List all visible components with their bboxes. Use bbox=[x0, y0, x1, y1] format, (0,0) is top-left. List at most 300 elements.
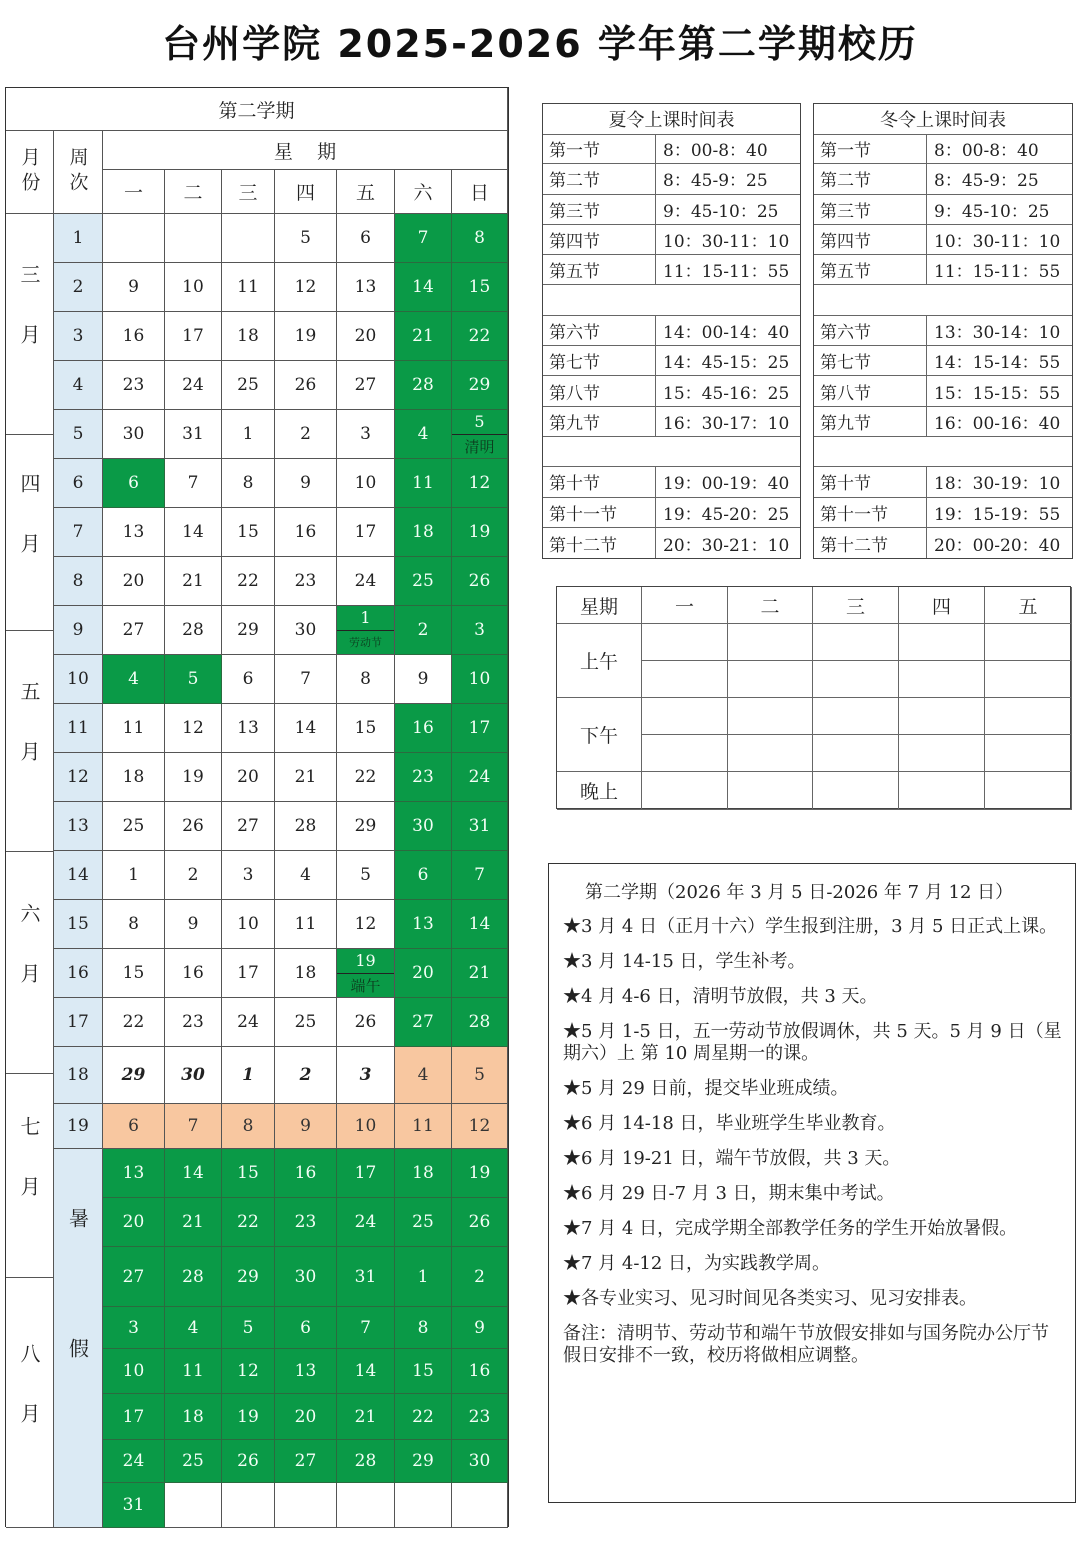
schedule-row bbox=[814, 346, 1072, 376]
day-cell: 31 bbox=[452, 802, 508, 851]
schedule-title: 冬令上课时间表 bbox=[814, 104, 1072, 135]
month-5: 七月 bbox=[6, 1074, 54, 1278]
day-cell: 7 bbox=[275, 655, 337, 704]
day-cell: 27 bbox=[103, 1247, 165, 1307]
day-cell: 12 bbox=[275, 263, 337, 312]
day-cell: 2 bbox=[275, 410, 337, 459]
day-cell: 26 bbox=[165, 802, 222, 851]
weekday-label-4: 四 bbox=[899, 587, 985, 624]
morning-label: 上午 bbox=[557, 624, 642, 698]
day-cell: 12 bbox=[165, 704, 222, 753]
day-cell: 24 bbox=[165, 361, 222, 410]
period-name: 第五节 bbox=[549, 262, 600, 283]
period-time: 14：15-14：55 bbox=[934, 353, 1061, 374]
day-cell: 1 bbox=[222, 1047, 275, 1104]
day-cell: 23 bbox=[103, 361, 165, 410]
schedule-row bbox=[814, 467, 1072, 497]
day-cell: 5 bbox=[222, 1307, 275, 1349]
semester-header: 第二学期 bbox=[6, 88, 508, 131]
day-cell: 11 bbox=[395, 459, 452, 508]
day-cell bbox=[222, 214, 275, 263]
day-cell: 14 bbox=[337, 1349, 395, 1394]
day-cell: 29 bbox=[222, 1247, 275, 1307]
period-name: 第六节 bbox=[549, 322, 600, 343]
day-cell-holiday bbox=[337, 606, 395, 655]
day-cell: 16 bbox=[275, 508, 337, 557]
day-cell-holiday bbox=[337, 949, 395, 998]
period-name: 第六节 bbox=[820, 322, 871, 343]
day-cell: 18 bbox=[395, 1149, 452, 1198]
period-name: 第七节 bbox=[549, 353, 600, 374]
period-time: 13：30-14：10 bbox=[934, 322, 1061, 343]
day-cell: 24 bbox=[222, 998, 275, 1047]
day-cell: 2 bbox=[275, 1047, 337, 1104]
winter-schedule-table bbox=[813, 103, 1073, 559]
day-cell bbox=[103, 214, 165, 263]
period-name: 第九节 bbox=[549, 413, 600, 434]
day-cell: 26 bbox=[337, 998, 395, 1047]
period-name: 第四节 bbox=[820, 232, 871, 253]
day-cell bbox=[395, 1483, 452, 1528]
period-time: 10：30-11：10 bbox=[934, 232, 1061, 253]
course-slot[interactable] bbox=[985, 735, 1072, 772]
day-cell: 15 bbox=[395, 1349, 452, 1394]
course-slot[interactable] bbox=[985, 624, 1072, 661]
period-name: 第十节 bbox=[549, 474, 600, 495]
day-cell: 5 bbox=[165, 655, 222, 704]
day-cell: 30 bbox=[103, 410, 165, 459]
day-cell: 6 bbox=[103, 1104, 165, 1149]
schedule-row bbox=[543, 528, 800, 558]
period-time: 15：15-15：55 bbox=[934, 383, 1061, 404]
day-cell: 30 bbox=[165, 1047, 222, 1104]
schedule-row bbox=[814, 528, 1072, 558]
day-cell: 22 bbox=[452, 312, 508, 361]
note-item: ★5 月 29 日前，提交毕业班成绩。 bbox=[563, 1078, 849, 1099]
period-name: 第八节 bbox=[549, 383, 600, 404]
course-slot[interactable] bbox=[899, 624, 985, 661]
day-cell: 7 bbox=[452, 851, 508, 900]
week-number: 9 bbox=[54, 606, 103, 655]
period-name: 第九节 bbox=[820, 413, 871, 434]
day-cell: 29 bbox=[452, 361, 508, 410]
day-cell: 19 bbox=[452, 508, 508, 557]
day-cell: 17 bbox=[337, 508, 395, 557]
schedule-row bbox=[814, 437, 1072, 467]
day-cell: 11 bbox=[103, 704, 165, 753]
note-item: ★3 月 14-15 日，学生补考。 bbox=[563, 951, 806, 972]
course-slot[interactable] bbox=[899, 698, 985, 735]
schedule-row bbox=[814, 316, 1072, 346]
day-cell: 4 bbox=[395, 1047, 452, 1104]
day-cell: 21 bbox=[165, 557, 222, 606]
day-cell: 23 bbox=[275, 1198, 337, 1247]
week-number: 17 bbox=[54, 998, 103, 1047]
day-cell: 15 bbox=[103, 949, 165, 998]
day-cell: 11 bbox=[395, 1104, 452, 1149]
day-cell: 20 bbox=[222, 753, 275, 802]
period-name: 第十二节 bbox=[549, 535, 617, 556]
course-slot[interactable] bbox=[642, 735, 728, 772]
course-slot[interactable] bbox=[642, 698, 728, 735]
day-cell bbox=[452, 1483, 508, 1528]
day-cell: 9 bbox=[103, 263, 165, 312]
course-slot[interactable] bbox=[813, 661, 899, 698]
day-cell: 9 bbox=[165, 900, 222, 949]
day-cell: 16 bbox=[275, 1149, 337, 1198]
week-number: 15 bbox=[54, 900, 103, 949]
schedule-row bbox=[543, 164, 800, 194]
weekday-group-header: 星 期 bbox=[103, 131, 508, 170]
course-slot[interactable] bbox=[642, 624, 728, 661]
day-cell: 22 bbox=[103, 998, 165, 1047]
day-cell: 5 bbox=[337, 851, 395, 900]
day-cell: 18 bbox=[395, 508, 452, 557]
day-cell: 27 bbox=[395, 998, 452, 1047]
day-cell: 6 bbox=[395, 851, 452, 900]
day-cell: 17 bbox=[103, 1394, 165, 1440]
day-cell: 4 bbox=[275, 851, 337, 900]
notes-box bbox=[548, 863, 1076, 1503]
day-cell: 30 bbox=[275, 606, 337, 655]
day-cell: 18 bbox=[103, 753, 165, 802]
day-cell: 24 bbox=[337, 1198, 395, 1247]
week-number: 16 bbox=[54, 949, 103, 998]
schedule-row bbox=[543, 134, 800, 164]
course-slot[interactable] bbox=[985, 698, 1072, 735]
period-time: 16：30-17：10 bbox=[663, 413, 790, 434]
weekday-label-1: 一 bbox=[642, 587, 728, 624]
period-name: 第二节 bbox=[549, 171, 600, 192]
weekday-label-header: 星期 bbox=[557, 587, 642, 624]
day-cell: 14 bbox=[452, 900, 508, 949]
weekday-header-4: 四 bbox=[275, 170, 337, 214]
course-slot[interactable] bbox=[813, 772, 899, 810]
day-cell: 3 bbox=[337, 410, 395, 459]
week-number: 11 bbox=[54, 704, 103, 753]
period-time: 8：45-9：25 bbox=[663, 171, 768, 192]
day-cell bbox=[337, 1483, 395, 1528]
day-cell: 10 bbox=[165, 263, 222, 312]
day-cell: 17 bbox=[165, 312, 222, 361]
day-cell: 29 bbox=[395, 1440, 452, 1483]
day-cell: 23 bbox=[165, 998, 222, 1047]
day-cell: 13 bbox=[103, 1149, 165, 1198]
day-cell: 19 bbox=[275, 312, 337, 361]
period-time: 10：30-11：10 bbox=[663, 232, 790, 253]
schedule-row bbox=[814, 286, 1072, 316]
schedule-row bbox=[814, 164, 1072, 194]
day-cell: 31 bbox=[165, 410, 222, 459]
day-cell: 12 bbox=[452, 459, 508, 508]
month-6: 八月 bbox=[6, 1278, 54, 1528]
period-name: 第三节 bbox=[549, 201, 600, 222]
period-time: 11：15-11：55 bbox=[663, 262, 790, 283]
day-cell: 3 bbox=[103, 1307, 165, 1349]
holiday-label: 劳动节 bbox=[337, 631, 394, 655]
page-title: 台州学院 2025-2026 学年第二学期校历 bbox=[162, 22, 918, 66]
weekday-label-5: 五 bbox=[985, 587, 1072, 624]
day-cell: 29 bbox=[222, 606, 275, 655]
month-4: 六月 bbox=[6, 852, 54, 1074]
week-number: 14 bbox=[54, 851, 103, 900]
period-time: 20：30-21：10 bbox=[663, 535, 790, 556]
day-cell: 11 bbox=[222, 263, 275, 312]
day-cell: 22 bbox=[222, 1198, 275, 1247]
day-cell: 28 bbox=[452, 998, 508, 1047]
day-cell: 8 bbox=[452, 214, 508, 263]
day-cell: 12 bbox=[452, 1104, 508, 1149]
day-cell: 13 bbox=[222, 704, 275, 753]
day-cell: 22 bbox=[337, 753, 395, 802]
day-cell: 25 bbox=[395, 1198, 452, 1247]
day-cell: 20 bbox=[337, 312, 395, 361]
day-cell: 16 bbox=[395, 704, 452, 753]
day-cell: 4 bbox=[165, 1307, 222, 1349]
schedule-row bbox=[814, 195, 1072, 225]
course-slot[interactable] bbox=[899, 772, 985, 810]
day-cell: 17 bbox=[452, 704, 508, 753]
notes-list bbox=[563, 916, 1065, 1367]
weekday-label-3: 三 bbox=[813, 587, 899, 624]
day-cell: 10 bbox=[103, 1349, 165, 1394]
period-time: 14：00-14：40 bbox=[663, 322, 790, 343]
day-cell: 10 bbox=[222, 900, 275, 949]
month-2: 四月 bbox=[6, 435, 54, 631]
day-number: 1 bbox=[337, 606, 394, 631]
week-number: 12 bbox=[54, 753, 103, 802]
period-time: 8：45-9：25 bbox=[934, 171, 1039, 192]
course-slot[interactable] bbox=[642, 772, 728, 810]
weekday-header-7: 日 bbox=[452, 170, 508, 214]
day-cell: 15 bbox=[222, 508, 275, 557]
day-cell: 10 bbox=[337, 459, 395, 508]
day-cell: 12 bbox=[337, 900, 395, 949]
schedule-row bbox=[543, 346, 800, 376]
course-slot[interactable] bbox=[899, 735, 985, 772]
day-cell: 23 bbox=[452, 1394, 508, 1440]
period-time: 9：45-10：25 bbox=[663, 201, 779, 222]
day-cell: 28 bbox=[395, 361, 452, 410]
day-cell: 27 bbox=[275, 1440, 337, 1483]
day-cell: 17 bbox=[337, 1149, 395, 1198]
day-cell: 20 bbox=[395, 949, 452, 998]
semester-calendar bbox=[5, 87, 509, 1527]
note-remark: 备注：清明节、劳动节和端午节放假安排如与国务院办公厅节假日安排不一致，校历将做相应调整。 bbox=[563, 1323, 1049, 1366]
day-cell: 18 bbox=[222, 312, 275, 361]
course-slot[interactable] bbox=[813, 624, 899, 661]
day-cell: 28 bbox=[165, 1247, 222, 1307]
period-time: 8：00-8：40 bbox=[934, 141, 1039, 162]
schedule-row bbox=[814, 255, 1072, 285]
weekday-header-1: 一 bbox=[103, 170, 165, 214]
period-time: 19：00-19：40 bbox=[663, 474, 790, 495]
day-cell: 7 bbox=[165, 459, 222, 508]
day-cell: 19 bbox=[452, 1149, 508, 1198]
period-name: 第一节 bbox=[820, 141, 871, 162]
course-slot[interactable] bbox=[728, 735, 813, 772]
day-cell: 30 bbox=[395, 802, 452, 851]
day-cell: 13 bbox=[337, 263, 395, 312]
day-cell: 23 bbox=[275, 557, 337, 606]
day-cell: 28 bbox=[275, 802, 337, 851]
day-number: 5 bbox=[452, 410, 507, 435]
weekday-header-6: 六 bbox=[395, 170, 452, 214]
week-number: 6 bbox=[54, 459, 103, 508]
day-cell bbox=[222, 1483, 275, 1528]
day-cell: 31 bbox=[337, 1247, 395, 1307]
week-number: 2 bbox=[54, 263, 103, 312]
period-name: 第七节 bbox=[820, 353, 871, 374]
schedule-row bbox=[543, 286, 800, 316]
course-slot[interactable] bbox=[728, 698, 813, 735]
day-cell: 28 bbox=[337, 1440, 395, 1483]
summer-schedule-table bbox=[542, 103, 801, 559]
day-cell: 5 bbox=[452, 1047, 508, 1104]
course-slot[interactable] bbox=[728, 624, 813, 661]
schedule-row bbox=[814, 498, 1072, 528]
week-number: 8 bbox=[54, 557, 103, 606]
weekday-label-2: 二 bbox=[728, 587, 813, 624]
period-name: 第二节 bbox=[820, 171, 871, 192]
day-cell: 10 bbox=[452, 655, 508, 704]
day-cell: 7 bbox=[395, 214, 452, 263]
day-cell: 19 bbox=[222, 1394, 275, 1440]
note-item: ★3 月 4 日（正月十六）学生报到注册，3 月 5 日正式上课。 bbox=[563, 916, 1058, 937]
day-cell: 2 bbox=[452, 1247, 508, 1307]
week-number: 1 bbox=[54, 214, 103, 263]
period-time: 9：45-10：25 bbox=[934, 201, 1050, 222]
day-cell: 6 bbox=[275, 1307, 337, 1349]
day-cell-holiday bbox=[452, 410, 508, 459]
period-time: 15：45-16：25 bbox=[663, 383, 790, 404]
day-cell: 3 bbox=[337, 1047, 395, 1104]
day-cell: 8 bbox=[222, 1104, 275, 1149]
weekday-header-5: 五 bbox=[337, 170, 395, 214]
afternoon-label: 下午 bbox=[557, 698, 642, 772]
note-item: ★6 月 29 日-7 月 3 日，期末集中考试。 bbox=[563, 1183, 895, 1204]
day-cell: 21 bbox=[275, 753, 337, 802]
day-cell: 15 bbox=[337, 704, 395, 753]
day-cell: 4 bbox=[395, 410, 452, 459]
day-cell: 9 bbox=[275, 459, 337, 508]
day-cell: 2 bbox=[165, 851, 222, 900]
day-cell: 4 bbox=[103, 655, 165, 704]
day-cell: 14 bbox=[275, 704, 337, 753]
schedule-row bbox=[543, 316, 800, 346]
day-cell: 8 bbox=[222, 459, 275, 508]
week-number: 3 bbox=[54, 312, 103, 361]
period-name: 第一节 bbox=[549, 141, 600, 162]
day-cell: 13 bbox=[395, 900, 452, 949]
day-cell: 16 bbox=[165, 949, 222, 998]
schedule-row bbox=[543, 255, 800, 285]
day-cell bbox=[165, 214, 222, 263]
day-cell: 1 bbox=[395, 1247, 452, 1307]
day-cell: 14 bbox=[165, 508, 222, 557]
schedule-row bbox=[543, 407, 800, 437]
day-cell: 16 bbox=[452, 1349, 508, 1394]
day-cell: 7 bbox=[165, 1104, 222, 1149]
course-slot[interactable] bbox=[813, 698, 899, 735]
notes-heading: 第二学期（2026 年 3 月 5 日-2026 年 7 月 12 日） bbox=[585, 882, 1014, 903]
course-slot[interactable] bbox=[985, 661, 1072, 698]
week-number: 18 bbox=[54, 1047, 103, 1104]
day-cell: 17 bbox=[222, 949, 275, 998]
day-cell: 24 bbox=[103, 1440, 165, 1483]
note-item: ★7 月 4-12 日，为实践教学周。 bbox=[563, 1253, 831, 1274]
period-name: 第五节 bbox=[820, 262, 871, 283]
course-slot[interactable] bbox=[642, 661, 728, 698]
day-cell: 5 bbox=[275, 214, 337, 263]
day-cell: 1 bbox=[222, 410, 275, 459]
period-time: 8：00-8：40 bbox=[663, 141, 768, 162]
period-name: 第十二节 bbox=[820, 535, 888, 556]
day-cell: 6 bbox=[103, 459, 165, 508]
week-column-header: 周次 bbox=[54, 131, 103, 214]
day-cell: 20 bbox=[275, 1394, 337, 1440]
week-number: 7 bbox=[54, 508, 103, 557]
week-number: 10 bbox=[54, 655, 103, 704]
day-cell: 26 bbox=[452, 1198, 508, 1247]
day-cell: 6 bbox=[337, 214, 395, 263]
day-cell bbox=[165, 1483, 222, 1528]
day-cell: 14 bbox=[395, 263, 452, 312]
day-cell: 12 bbox=[222, 1349, 275, 1394]
course-slot[interactable] bbox=[728, 772, 813, 810]
day-cell: 7 bbox=[337, 1307, 395, 1349]
schedule-row bbox=[814, 407, 1072, 437]
schedule-title: 夏令上课时间表 bbox=[543, 104, 800, 135]
course-slot[interactable] bbox=[813, 735, 899, 772]
week-number: 19 bbox=[54, 1104, 103, 1149]
summer-vacation-label: 暑假 bbox=[54, 1149, 103, 1528]
period-time: 14：45-15：25 bbox=[663, 353, 790, 374]
schedule-row bbox=[814, 134, 1072, 164]
day-cell: 2 bbox=[395, 606, 452, 655]
course-slot[interactable] bbox=[985, 772, 1072, 810]
day-cell: 25 bbox=[103, 802, 165, 851]
period-name: 第八节 bbox=[820, 383, 871, 404]
schedule-row bbox=[814, 376, 1072, 406]
day-cell: 25 bbox=[395, 557, 452, 606]
course-slot[interactable] bbox=[728, 661, 813, 698]
schedule-row bbox=[543, 225, 800, 255]
day-cell: 21 bbox=[165, 1198, 222, 1247]
period-time: 18：30-19：10 bbox=[934, 474, 1061, 495]
schedule-row bbox=[543, 376, 800, 406]
day-cell: 15 bbox=[452, 263, 508, 312]
note-item: ★6 月 14-18 日，毕业班学生毕业教育。 bbox=[563, 1113, 896, 1134]
day-cell: 13 bbox=[275, 1349, 337, 1394]
day-cell: 16 bbox=[103, 312, 165, 361]
day-cell: 11 bbox=[275, 900, 337, 949]
week-number: 13 bbox=[54, 802, 103, 851]
holiday-label: 清明 bbox=[452, 435, 507, 459]
schedule-row bbox=[543, 467, 800, 497]
period-time: 16：00-16：40 bbox=[934, 413, 1061, 434]
schedule-row bbox=[543, 437, 800, 467]
day-cell: 25 bbox=[222, 361, 275, 410]
week-number: 4 bbox=[54, 361, 103, 410]
day-cell: 8 bbox=[103, 900, 165, 949]
day-cell: 27 bbox=[222, 802, 275, 851]
period-name: 第三节 bbox=[820, 201, 871, 222]
day-cell: 30 bbox=[452, 1440, 508, 1483]
day-cell: 26 bbox=[275, 361, 337, 410]
holiday-label: 端午 bbox=[337, 974, 394, 998]
course-slot[interactable] bbox=[899, 661, 985, 698]
